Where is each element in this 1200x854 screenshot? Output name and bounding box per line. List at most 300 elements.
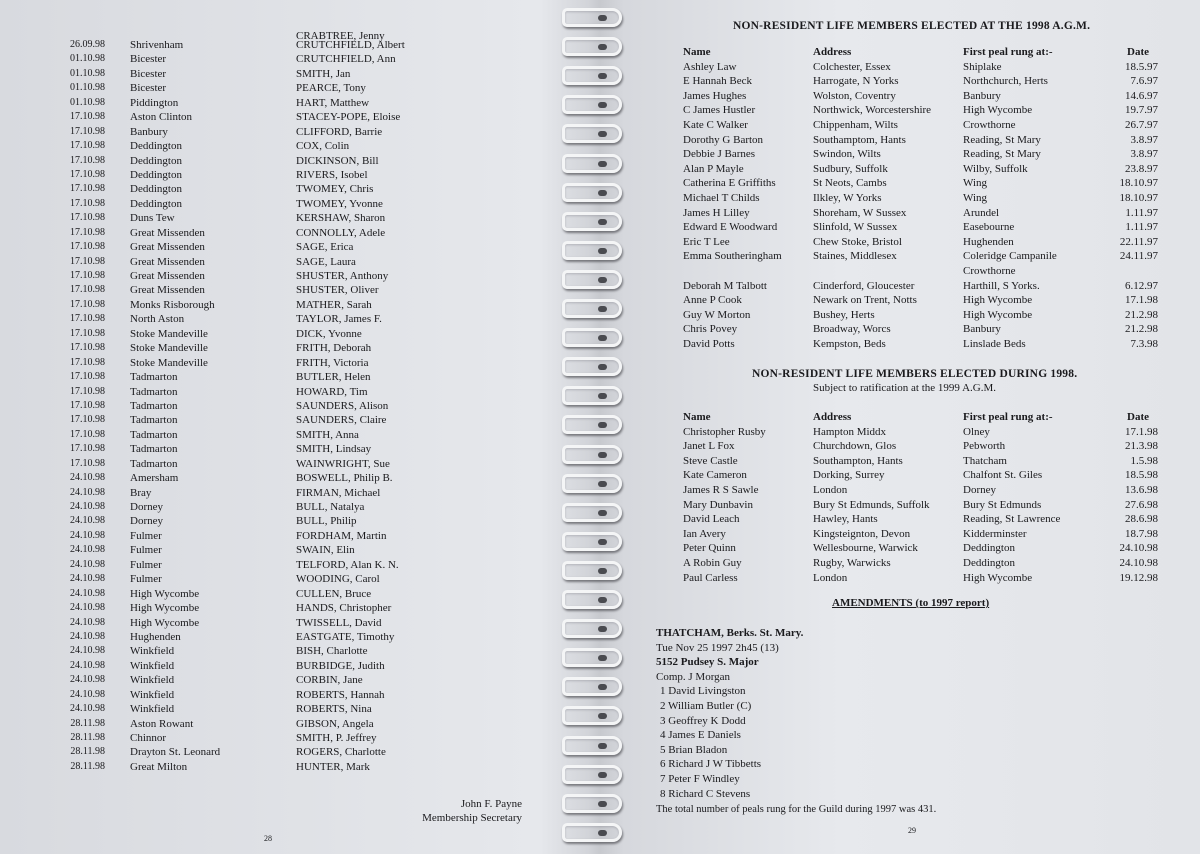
punch-hole	[598, 422, 607, 428]
member-date: 01.10.98	[70, 82, 105, 94]
cell-first-peal: Wing	[963, 191, 987, 204]
member-tower: Fulmer	[130, 544, 162, 557]
member-tower: Bicester	[130, 67, 167, 80]
list-item	[40, 428, 460, 442]
punch-hole	[598, 801, 607, 807]
signature-role: Membership Secretary	[422, 812, 522, 824]
list-item	[40, 356, 460, 370]
member-name: TWOMEY, Yvonne	[296, 197, 383, 210]
member-tower: Chinnor	[130, 732, 167, 744]
ringer-item: 1 David Livingston	[660, 685, 746, 698]
member-name: PEARCE, Tony	[296, 82, 366, 95]
cell-name: James H Lilley	[683, 206, 750, 219]
member-date: 17.10.98	[70, 183, 105, 195]
table-row	[683, 60, 1163, 75]
header-first-peal: First peal rung at:-	[963, 46, 1053, 58]
member-date: 17.10.98	[70, 457, 105, 469]
cell-name: C James Hustler	[683, 104, 756, 117]
member-tower: Winkfield	[130, 659, 175, 672]
list-item	[40, 442, 460, 456]
member-tower: Piddington	[130, 96, 179, 109]
header-date: Date	[1127, 411, 1149, 423]
spiral-ring	[562, 736, 622, 755]
member-date: 17.10.98	[70, 168, 105, 180]
member-tower: Drayton St. Leonard	[130, 746, 221, 759]
punch-hole	[598, 15, 607, 21]
member-name: TWISSELL, David	[296, 616, 382, 629]
member-tower: Bray	[130, 486, 152, 499]
punch-hole	[598, 277, 607, 283]
amendment-composer: Comp. J Morgan	[656, 670, 731, 683]
table-row	[683, 176, 1163, 191]
cell-date: 21.3.98	[1125, 440, 1158, 453]
cell-date: 18.5.97	[1125, 60, 1158, 73]
member-date: 17.10.98	[70, 241, 105, 253]
member-name: CORBIN, Jane	[296, 674, 363, 687]
cell-first-peal: High Wycombe	[963, 294, 1033, 307]
member-name: BULL, Natalya	[296, 501, 365, 513]
list-item	[40, 110, 460, 124]
list-item	[40, 283, 460, 297]
section2-subtitle: Subject to ratification at the 1999 A.G.M.	[813, 382, 996, 394]
cell-address: Sudbury, Suffolk	[813, 162, 888, 175]
cell-address: Southampton, Hants	[813, 454, 903, 467]
member-date: 17.10.98	[70, 154, 105, 166]
punch-hole	[598, 772, 607, 778]
cell-first-peal: Dorney	[963, 483, 996, 496]
member-tower: Stoke Mandeville	[130, 356, 208, 369]
ringer-item: 8 Richard C Stevens	[660, 787, 751, 800]
cell-name: Michael T Childs	[683, 191, 760, 204]
punch-hole	[598, 44, 607, 50]
cell-date: 19.7.97	[1125, 104, 1158, 117]
spiral-ring	[562, 357, 622, 376]
member-tower: North Aston	[130, 313, 185, 326]
member-name: FORDHAM, Martin	[296, 529, 387, 542]
cell-date: 1.11.97	[1125, 206, 1158, 219]
punch-hole	[598, 510, 607, 516]
member-tower: Deddington	[130, 154, 182, 167]
member-name: TELFORD, Alan K. N.	[296, 558, 399, 571]
section1-rows	[683, 60, 1163, 352]
cell-first-peal: Banbury	[963, 323, 1001, 336]
list-item	[40, 226, 460, 240]
cell-date: 1.11.97	[1125, 221, 1158, 234]
cell-address: Ilkley, W Yorks	[813, 191, 882, 204]
cell-first-peal: Deddington	[963, 542, 1015, 555]
member-tower: High Wycombe	[130, 616, 200, 629]
signature-name: John F. Payne	[460, 798, 522, 810]
section2-rows	[683, 425, 1163, 586]
cell-address: Broadway, Worcs	[813, 323, 891, 336]
spiral-ring	[562, 154, 622, 173]
member-date: 17.10.98	[70, 284, 105, 296]
cell-date: 21.2.98	[1125, 308, 1158, 321]
list-item	[40, 529, 460, 543]
member-date: 24.10.98	[70, 688, 105, 700]
table-row	[683, 541, 1163, 556]
header-name: Name	[683, 46, 711, 58]
cell-first-peal: High Wycombe	[963, 308, 1033, 321]
member-date: 28.11.98	[70, 732, 105, 743]
cell-name: Mary Dunbavin	[683, 498, 753, 511]
table-row	[683, 498, 1163, 513]
left-page	[0, 0, 560, 854]
member-date: 24.10.98	[70, 703, 105, 715]
header-date: Date	[1127, 46, 1149, 58]
cell-first-peal: Thatcham	[963, 454, 1007, 467]
cell-date: 18.10.97	[1119, 191, 1158, 204]
cell-date: 3.8.97	[1130, 148, 1158, 161]
cell-first-peal: Crowthorne	[963, 118, 1016, 131]
list-item	[40, 269, 460, 283]
table-row	[683, 439, 1163, 454]
cell-address: Hawley, Hants	[813, 513, 878, 526]
member-date: 17.10.98	[70, 443, 105, 455]
cell-name: Steve Castle	[683, 454, 738, 467]
punch-hole	[598, 306, 607, 312]
cell-date: 14.6.97	[1125, 89, 1158, 102]
member-date: 17.10.98	[70, 298, 105, 310]
table-row	[683, 206, 1163, 221]
list-item	[40, 702, 460, 716]
list-item	[40, 96, 460, 110]
spiral-ring	[562, 706, 622, 725]
list-item	[40, 182, 460, 196]
spiral-ring	[562, 474, 622, 493]
cell-name: Catherina E Griffiths	[683, 177, 776, 190]
member-date: 17.10.98	[70, 342, 105, 354]
list-item	[40, 385, 460, 399]
spiral-ring	[562, 386, 622, 405]
member-tower: Tadmarton	[130, 414, 178, 427]
cell-first-peal: High Wycombe	[963, 104, 1033, 117]
list-item	[40, 688, 460, 702]
cell-date: 22.11.97	[1119, 235, 1158, 248]
member-name: CRUTCHFIELD, Albert	[296, 39, 405, 51]
spiral-ring	[562, 241, 622, 260]
list-item	[40, 327, 460, 341]
cell-date: 27.6.98	[1125, 498, 1158, 511]
member-date: 24.10.98	[70, 602, 105, 614]
member-name: SAUNDERS, Claire	[296, 414, 387, 427]
member-name: HOWARD, Tim	[296, 385, 368, 398]
member-date: 24.10.98	[70, 472, 105, 484]
punch-hole	[598, 743, 607, 749]
member-tower: Great Missenden	[130, 226, 205, 239]
list-item	[40, 81, 460, 95]
header-address: Address	[813, 411, 852, 423]
member-tower: Great Missenden	[130, 255, 205, 268]
cell-date: 18.5.98	[1125, 469, 1158, 482]
cell-name: Alan P Mayle	[683, 162, 744, 175]
member-tower: Shrivenham	[130, 39, 184, 51]
cell-first-peal: Deddington	[963, 556, 1015, 569]
table-row	[683, 133, 1163, 148]
table-row	[683, 337, 1163, 352]
table-row	[683, 308, 1163, 323]
cell-date: 18.10.97	[1119, 177, 1158, 190]
member-name: ROBERTS, Nina	[296, 703, 372, 716]
cell-address: Dorking, Surrey	[813, 469, 885, 482]
punch-hole	[598, 655, 607, 661]
list-item	[40, 659, 460, 673]
spiral-binding	[558, 0, 628, 854]
cell-address: Rugby, Warwicks	[813, 556, 891, 569]
member-name: DICK, Yvonne	[296, 327, 362, 340]
cell-name: Paul Carless	[683, 571, 738, 584]
spiral-ring	[562, 765, 622, 784]
list-item	[40, 399, 460, 413]
member-tower: Deddington	[130, 140, 182, 153]
member-tower: High Wycombe	[130, 602, 200, 615]
member-date: 17.10.98	[70, 428, 105, 440]
list-item	[40, 413, 460, 427]
cell-date: 17.1.98	[1125, 425, 1158, 438]
member-tower: Stoke Mandeville	[130, 327, 208, 340]
member-tower: Bicester	[130, 82, 167, 95]
cell-date: 24.10.98	[1119, 542, 1158, 555]
table-row	[683, 425, 1163, 440]
cell-name: Debbie J Barnes	[683, 148, 756, 161]
member-name: CONNOLLY, Adele	[296, 226, 386, 239]
list-item	[40, 731, 460, 745]
page-number-left: 28	[264, 834, 272, 843]
punch-hole	[598, 481, 607, 487]
spiral-ring	[562, 95, 622, 114]
member-tower: Great Missenden	[130, 270, 205, 282]
cell-date: 28.6.98	[1125, 513, 1158, 526]
first-member-name: CRABTREE, Jenny	[296, 30, 385, 42]
list-item	[40, 601, 460, 615]
list-item	[40, 558, 460, 572]
member-name: WAINWRIGHT, Sue	[296, 457, 390, 470]
member-date: 17.10.98	[70, 125, 105, 137]
member-tower: Tadmarton	[130, 457, 178, 470]
cell-name: Eric T Lee	[683, 235, 730, 248]
list-item	[40, 587, 460, 601]
header-address: Address	[813, 46, 852, 58]
section2-header-row	[683, 410, 1163, 425]
list-item	[40, 572, 460, 586]
amendment-place: THATCHAM, Berks. St. Mary.	[656, 627, 804, 639]
member-name: SAUNDERS, Alison	[296, 399, 389, 412]
list-item	[40, 67, 460, 81]
list-item	[40, 139, 460, 153]
table-row	[683, 118, 1163, 133]
cell-name: Christopher Rusby	[683, 425, 766, 438]
cell-date: 17.1.98	[1125, 294, 1158, 307]
spiral-ring	[562, 328, 622, 347]
cell-date: 3.8.97	[1130, 133, 1158, 146]
member-name: TAYLOR, James F.	[296, 313, 382, 326]
member-tower: Tadmarton	[130, 443, 178, 456]
cell-name: David Potts	[683, 337, 735, 350]
member-name: CRUTCHFIELD, Ann	[296, 53, 396, 66]
member-tower: Fulmer	[130, 529, 162, 542]
cell-name: Kate Cameron	[683, 469, 747, 482]
spiral-ring	[562, 590, 622, 609]
cell-address: Bury St Edmunds, Suffolk	[813, 498, 930, 511]
spiral-ring	[562, 561, 622, 580]
cell-address: Wolston, Coventry	[813, 89, 896, 102]
spiral-ring	[562, 445, 622, 464]
table-row	[683, 571, 1163, 586]
table-row	[683, 264, 1163, 279]
member-date: 17.10.98	[70, 414, 105, 426]
section2-title: NON-RESIDENT LIFE MEMBERS ELECTED DURING 1998.	[752, 368, 1078, 380]
spiral-ring	[562, 66, 622, 85]
cell-name: Chris Povey	[683, 323, 738, 336]
punch-hole	[598, 830, 607, 836]
table-row	[683, 556, 1163, 571]
cell-first-peal: Northchurch, Herts	[963, 75, 1048, 88]
member-date: 17.10.98	[70, 399, 105, 411]
member-tower: Aston Rowant	[130, 717, 194, 730]
cell-date: 1.5.98	[1130, 454, 1158, 467]
cell-address: Southamptom, Hants	[813, 133, 906, 146]
punch-hole	[598, 364, 607, 370]
table-row	[683, 483, 1163, 498]
cell-address: Shoreham, W Sussex	[813, 206, 907, 219]
cell-first-peal: Reading, St Mary	[963, 133, 1041, 146]
list-item	[40, 341, 460, 355]
member-tower: Great Missenden	[130, 284, 205, 297]
member-name: CULLEN, Bruce	[296, 587, 372, 600]
cell-date: 7.6.97	[1130, 75, 1158, 88]
cell-date: 18.7.98	[1125, 527, 1158, 540]
amendment-when: Tue Nov 25 1997 2h45 (13)	[656, 641, 779, 654]
punch-hole	[598, 161, 607, 167]
amendments-title: AMENDMENTS (to 1997 report)	[832, 597, 990, 609]
table-row	[683, 322, 1163, 337]
spiral-ring	[562, 415, 622, 434]
cell-date: 13.6.98	[1125, 483, 1158, 496]
member-tower: Tadmarton	[130, 399, 178, 412]
spiral-ring	[562, 794, 622, 813]
member-name: FRITH, Deborah	[296, 342, 372, 355]
cell-date: 7.3.98	[1130, 337, 1158, 350]
spiral-ring	[562, 299, 622, 318]
punch-hole	[598, 219, 607, 225]
cell-address: Kempston, Beds	[813, 337, 886, 350]
cell-address: St Neots, Cambs	[813, 177, 887, 190]
member-date: 17.10.98	[70, 140, 105, 152]
table-row	[683, 74, 1163, 89]
member-tower: Great Milton	[130, 760, 188, 773]
cell-first-peal: Harthill, S Yorks.	[963, 279, 1040, 292]
list-item	[40, 514, 460, 528]
table-row	[683, 293, 1163, 308]
member-name: RIVERS, Isobel	[296, 168, 368, 181]
list-item	[40, 240, 460, 254]
member-date: 24.10.98	[70, 645, 105, 657]
cell-name: Anne P Cook	[683, 294, 742, 307]
table-row	[683, 235, 1163, 250]
amendment-method: 5152 Pudsey S. Major	[656, 656, 759, 669]
page-number-right: 29	[908, 826, 916, 835]
cell-address: Churchdown, Glos	[813, 440, 897, 453]
list-item	[40, 125, 460, 139]
header-first-peal: First peal rung at:-	[963, 411, 1053, 423]
list-item	[40, 486, 460, 500]
member-tower: High Wycombe	[130, 587, 200, 600]
member-name: HART, Matthew	[296, 96, 370, 109]
list-item	[40, 543, 460, 557]
punch-hole	[598, 626, 607, 632]
member-tower: Winkfield	[130, 688, 175, 701]
member-tower: Fulmer	[130, 558, 162, 571]
cell-name: Emma Southeringham	[683, 250, 782, 263]
member-date: 17.10.98	[70, 197, 105, 209]
member-name: SMITH, Anna	[296, 428, 359, 441]
cell-first-peal: Bury St Edmunds	[963, 498, 1042, 511]
ringer-item: 6 Richard J W Tibbetts	[660, 758, 762, 771]
member-tower: Stoke Mandeville	[130, 342, 208, 355]
member-name: BOSWELL, Philip B.	[296, 472, 393, 485]
member-date: 01.10.98	[70, 96, 105, 108]
member-date: 24.10.98	[70, 587, 105, 599]
cell-address: Bushey, Herts	[813, 308, 875, 321]
member-tower: Amersham	[130, 472, 179, 485]
cell-first-peal: Shiplake	[963, 60, 1002, 73]
punch-hole	[598, 539, 607, 545]
member-name: SMITH, Lindsay	[296, 443, 372, 456]
punch-hole	[598, 131, 607, 137]
cell-name: A Robin Guy	[683, 556, 742, 569]
member-name: EASTGATE, Timothy	[296, 630, 395, 643]
member-date: 24.10.98	[70, 630, 105, 642]
new-members-list	[40, 30, 460, 774]
spiral-ring	[562, 124, 622, 143]
member-name: SHUSTER, Oliver	[296, 284, 379, 297]
member-name: ROBERTS, Hannah	[296, 688, 385, 701]
cell-address: Swindon, Wilts	[813, 148, 881, 161]
list-item	[40, 312, 460, 326]
cell-address: Hampton Middx	[813, 425, 887, 438]
cell-name: James R S Sawle	[683, 483, 759, 496]
cell-date: 26.7.97	[1125, 118, 1158, 131]
cell-first-peal: Hughenden	[963, 235, 1014, 248]
spiral-ring	[562, 677, 622, 696]
section1-table	[683, 45, 1163, 351]
ringer-item: 7 Peter F Windley	[660, 772, 740, 785]
table-row	[683, 249, 1163, 264]
list-item	[40, 298, 460, 312]
member-date: 28.11.98	[70, 746, 105, 758]
cell-address: Wellesbourne, Warwick	[813, 542, 918, 555]
member-name: CLIFFORD, Barrie	[296, 125, 383, 138]
spiral-ring	[562, 532, 622, 551]
member-tower: Aston Clinton	[130, 111, 193, 124]
member-name: SHUSTER, Anthony	[296, 270, 389, 282]
member-tower: Deddington	[130, 197, 182, 210]
member-date: 24.10.98	[70, 674, 105, 686]
member-tower: Monks Risborough	[130, 298, 215, 311]
spiral-ring	[562, 648, 622, 667]
table-row	[683, 468, 1163, 483]
table-row	[683, 220, 1163, 235]
ringer-item: 2 William Butler (C)	[660, 699, 752, 712]
member-name: SAGE, Erica	[296, 241, 354, 254]
member-tower: Banbury	[130, 125, 168, 138]
cell-address: Northwick, Worcestershire	[813, 104, 932, 117]
punch-hole	[598, 248, 607, 254]
member-name: BISH, Charlotte	[296, 645, 368, 658]
member-date: 24.10.98	[70, 573, 105, 585]
table-row	[683, 89, 1163, 104]
member-name: TWOMEY, Chris	[296, 183, 374, 196]
